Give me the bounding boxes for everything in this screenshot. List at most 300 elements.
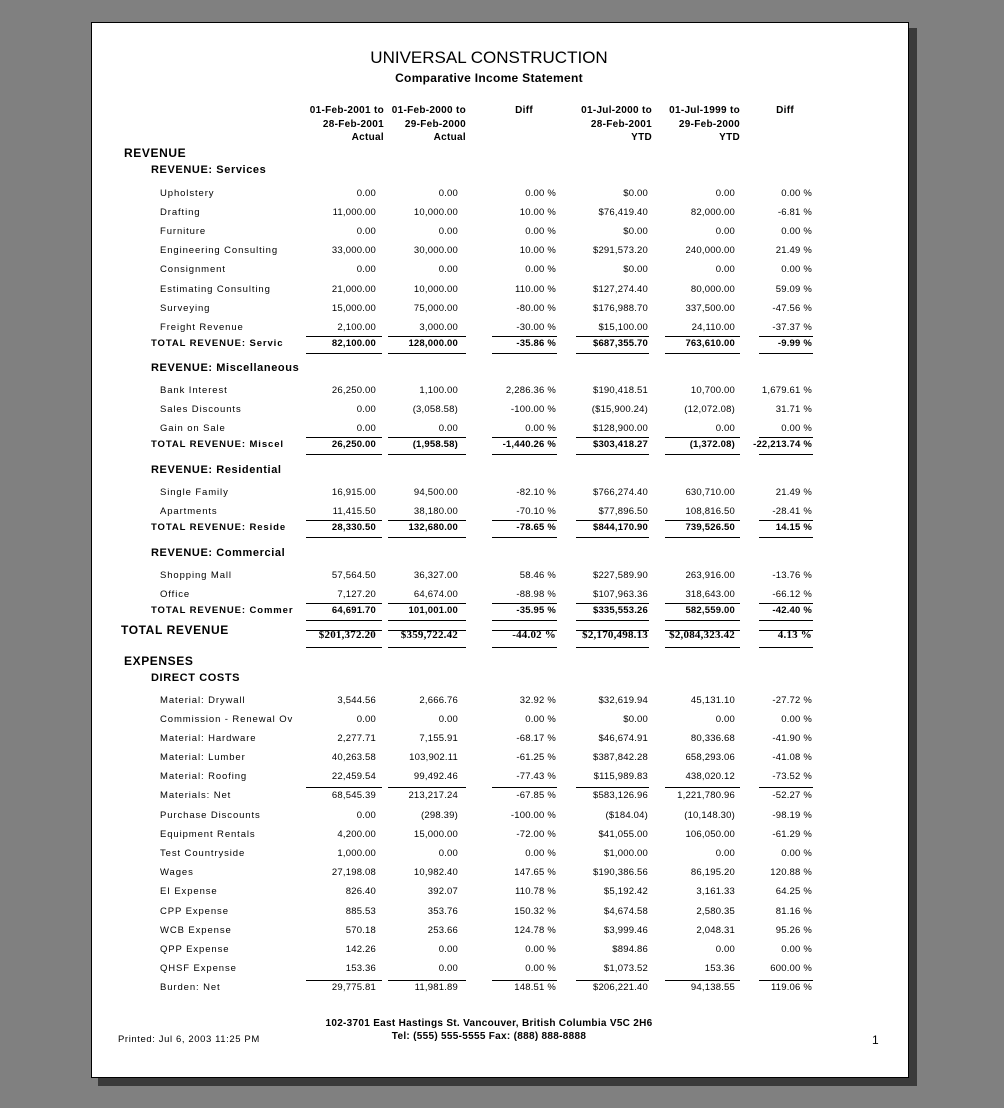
- row-label: Engineering Consulting: [160, 245, 279, 256]
- cell-col-6: 0.00 %: [781, 264, 812, 275]
- column-header-current-ytd: 01-Jul-2000 to 28-Feb-2001 YTD: [581, 105, 652, 143]
- line-item-row: [92, 752, 886, 768]
- rule-line: [306, 336, 382, 337]
- cell-col-5: 438,020.12: [685, 771, 735, 782]
- cell-col-6: 81.16 %: [775, 906, 812, 917]
- cell-col-3: -82.10 %: [516, 487, 556, 498]
- rule-line: [759, 537, 813, 538]
- group-revenue-commercial: REVENUE: Commercial: [151, 547, 286, 559]
- cell-col-1: 2,100.00: [337, 322, 376, 333]
- rule-line: [665, 620, 740, 621]
- cell-col-5: $2,084,323.42: [669, 629, 735, 641]
- cell-col-6: -28.41 %: [772, 506, 812, 517]
- row-label: Surveying: [160, 303, 211, 314]
- row-label: CPP Expense: [160, 906, 229, 917]
- cell-col-4: $0.00: [623, 264, 648, 275]
- rule-line: [306, 520, 382, 521]
- rule-line: [306, 353, 382, 354]
- rule-line: [492, 520, 557, 521]
- row-label: Material: Roofing: [160, 771, 248, 782]
- rule-line: [576, 787, 649, 788]
- rule-line: [665, 980, 740, 981]
- cell-col-3: -30.00 %: [516, 322, 556, 333]
- rule-line: [306, 980, 382, 981]
- rule-line: [576, 454, 649, 455]
- cell-col-1: 57,564.50: [331, 570, 376, 581]
- cell-col-2: (298.39): [421, 810, 458, 821]
- cell-col-3: 0.00 %: [525, 423, 556, 434]
- rule-line: [759, 620, 813, 621]
- rule-line: [492, 537, 557, 538]
- cell-col-3: 0.00 %: [525, 848, 556, 859]
- subtotal-row: [92, 522, 886, 538]
- cell-col-3: 0.00 %: [525, 944, 556, 955]
- cell-col-5: 337,500.00: [685, 303, 735, 314]
- line-item-row: [92, 867, 886, 883]
- cell-col-3: 148.51 %: [514, 982, 556, 993]
- rule-line: [759, 630, 813, 631]
- cell-col-4: $46,674.91: [598, 733, 648, 744]
- rule-line: [388, 603, 466, 604]
- row-label: QHSF Expense: [160, 963, 237, 974]
- cell-col-2: 128,000.00: [408, 338, 458, 349]
- line-item-row: [92, 771, 886, 787]
- cell-col-6: -42.40 %: [772, 605, 812, 616]
- row-label: WCB Expense: [160, 925, 232, 936]
- line-item-row: [92, 944, 886, 960]
- rule-line: [576, 620, 649, 621]
- cell-col-4: $5,192.42: [603, 886, 648, 897]
- cell-col-1: 0.00: [356, 423, 376, 434]
- cell-col-4: $3,999.46: [603, 925, 648, 936]
- rule-line: [306, 454, 382, 455]
- rule-line: [576, 647, 649, 648]
- rule-line: [388, 537, 466, 538]
- rule-line: [665, 437, 740, 438]
- row-label: Shopping Mall: [160, 570, 232, 581]
- cell-col-2: 0.00: [438, 226, 458, 237]
- cell-col-1: 0.00: [356, 264, 376, 275]
- cell-col-6: 0.00 %: [781, 714, 812, 725]
- cell-col-3: -35.95 %: [516, 605, 556, 616]
- cell-col-6: 0.00 %: [781, 423, 812, 434]
- cell-col-5: 630,710.00: [685, 487, 735, 498]
- cell-col-4: $4,674.58: [603, 906, 648, 917]
- cell-col-4: $15,100.00: [598, 322, 648, 333]
- line-item-row: [92, 385, 886, 401]
- cell-col-3: -67.85 %: [516, 790, 556, 801]
- rule-line: [388, 520, 466, 521]
- rule-line: [388, 980, 466, 981]
- cell-col-4: $176,988.70: [592, 303, 648, 314]
- report-title: Comparative Income Statement: [395, 71, 583, 85]
- row-label: Freight Revenue: [160, 322, 244, 333]
- cell-col-4: $41,055.00: [598, 829, 648, 840]
- cell-col-5: 153.36: [704, 963, 735, 974]
- line-item-row: [92, 570, 886, 586]
- line-item-row: [92, 963, 886, 979]
- cell-col-1: 3,544.56: [337, 695, 376, 706]
- cell-col-5: 106,050.00: [685, 829, 735, 840]
- rule-line: [306, 630, 382, 631]
- cell-col-6: -22,213.74 %: [753, 439, 812, 450]
- rule-line: [665, 353, 740, 354]
- rule-line: [388, 620, 466, 621]
- cell-col-3: -68.17 %: [516, 733, 556, 744]
- cell-col-2: 15,000.00: [413, 829, 458, 840]
- rule-line: [388, 336, 466, 337]
- cell-col-2: 7,155.91: [419, 733, 458, 744]
- row-label: Estimating Consulting: [160, 284, 271, 295]
- line-item-row: [92, 733, 886, 749]
- rule-line: [665, 647, 740, 648]
- row-label: Material: Drywall: [160, 695, 246, 706]
- cell-col-3: 124.78 %: [514, 925, 556, 936]
- cell-col-4: $1,073.52: [603, 963, 648, 974]
- cell-col-1: 0.00: [356, 404, 376, 415]
- cell-col-2: 1,100.00: [419, 385, 458, 396]
- row-label: TOTAL REVENUE: Miscel: [151, 439, 284, 450]
- row-label: TOTAL REVENUE: [121, 623, 229, 637]
- rule-line: [306, 437, 382, 438]
- cell-col-1: 7,127.20: [337, 589, 376, 600]
- rule-line: [576, 603, 649, 604]
- cell-col-3: -100.00 %: [510, 404, 556, 415]
- cell-col-4: $107,963.36: [592, 589, 648, 600]
- cell-col-5: 658,293.06: [685, 752, 735, 763]
- rule-line: [759, 603, 813, 604]
- cell-col-5: 10,700.00: [690, 385, 735, 396]
- cell-col-5: 0.00: [715, 423, 735, 434]
- rule-line: [492, 353, 557, 354]
- section-revenue: REVENUE: [124, 146, 187, 160]
- cell-col-5: 82,000.00: [690, 207, 735, 218]
- cell-col-1: 570.18: [345, 925, 376, 936]
- rule-line: [665, 520, 740, 521]
- cell-col-2: 0.00: [438, 423, 458, 434]
- cell-col-1: 68,545.39: [331, 790, 376, 801]
- cell-col-4: $1,000.00: [603, 848, 648, 859]
- cell-col-2: 64,674.00: [413, 589, 458, 600]
- cell-col-2: 75,000.00: [413, 303, 458, 314]
- cell-col-4: $77,896.50: [598, 506, 648, 517]
- row-label: TOTAL REVENUE: Servic: [151, 338, 284, 349]
- cell-col-6: 95.26 %: [775, 925, 812, 936]
- cell-col-2: 94,500.00: [413, 487, 458, 498]
- cell-col-6: -6.81 %: [777, 207, 812, 218]
- line-item-row: [92, 226, 886, 242]
- cell-col-4: $766,274.40: [592, 487, 648, 498]
- cell-col-3: -61.25 %: [516, 752, 556, 763]
- row-label: Burden: Net: [160, 982, 221, 993]
- rule-line: [492, 787, 557, 788]
- cell-col-1: 16,915.00: [331, 487, 376, 498]
- rule-line: [492, 336, 557, 337]
- group-revenue-services: REVENUE: Services: [151, 164, 267, 176]
- cell-col-2: 253.66: [427, 925, 458, 936]
- section-expenses: EXPENSES: [124, 654, 194, 668]
- cell-col-6: 4.13 %: [777, 629, 812, 641]
- cell-col-6: 0.00 %: [781, 944, 812, 955]
- report-page: [91, 22, 909, 1078]
- row-label: EI Expense: [160, 886, 218, 897]
- cell-col-1: $201,372.20: [318, 629, 376, 641]
- cell-col-1: 142.26: [345, 944, 376, 955]
- row-label: Commission - Renewal Ov: [160, 714, 294, 725]
- cell-col-5: 1,221,780.96: [677, 790, 735, 801]
- cell-col-5: 739,526.50: [685, 522, 735, 533]
- cell-col-3: -100.00 %: [510, 810, 556, 821]
- cell-col-3: 0.00 %: [525, 264, 556, 275]
- cell-col-5: 263,916.00: [685, 570, 735, 581]
- cell-col-3: -35.86 %: [516, 338, 556, 349]
- cell-col-6: -13.76 %: [772, 570, 812, 581]
- cell-col-3: 32.92 %: [519, 695, 556, 706]
- line-item-row: [92, 404, 886, 420]
- cell-col-5: 763,610.00: [685, 338, 735, 349]
- cell-col-4: $844,170.90: [592, 522, 648, 533]
- rule-line: [759, 647, 813, 648]
- cell-col-1: 28,330.50: [331, 522, 376, 533]
- row-label: TOTAL REVENUE: Commer: [151, 605, 294, 616]
- row-label: Drafting: [160, 207, 201, 218]
- cell-col-3: -80.00 %: [516, 303, 556, 314]
- cell-col-2: 0.00: [438, 714, 458, 725]
- cell-col-4: $2,170,498.13: [582, 629, 648, 641]
- row-label: QPP Expense: [160, 944, 230, 955]
- rule-line: [759, 787, 813, 788]
- cell-col-1: 0.00: [356, 714, 376, 725]
- cell-col-4: $0.00: [623, 188, 648, 199]
- cell-col-4: $190,386.56: [592, 867, 648, 878]
- row-label: Wages: [160, 867, 194, 878]
- rule-line: [759, 353, 813, 354]
- cell-col-4: $76,419.40: [598, 207, 648, 218]
- line-item-row: [92, 188, 886, 204]
- cell-col-3: 147.65 %: [514, 867, 556, 878]
- cell-col-1: 26,250.00: [331, 439, 376, 450]
- line-item-row: [92, 810, 886, 826]
- cell-col-5: 86,195.20: [690, 867, 735, 878]
- rule-line: [576, 336, 649, 337]
- cell-col-1: 2,277.71: [337, 733, 376, 744]
- rule-line: [492, 620, 557, 621]
- cell-col-6: 64.25 %: [775, 886, 812, 897]
- cell-col-2: 10,000.00: [413, 207, 458, 218]
- cell-col-2: 392.07: [427, 886, 458, 897]
- cell-col-5: 582,559.00: [685, 605, 735, 616]
- footer-contact: Tel: (555) 555-5555 Fax: (888) 888-8888: [391, 1031, 587, 1042]
- row-label: Purchase Discounts: [160, 810, 261, 821]
- cell-col-1: 26,250.00: [331, 385, 376, 396]
- cell-col-4: ($15,900.24): [591, 404, 648, 415]
- cell-col-2: 10,982.40: [413, 867, 458, 878]
- cell-col-3: 2,286.36 %: [505, 385, 556, 396]
- rule-line: [759, 520, 813, 521]
- rule-line: [576, 353, 649, 354]
- rule-line: [306, 603, 382, 604]
- cell-col-5: (1,372.08): [689, 439, 735, 450]
- cell-col-5: 240,000.00: [685, 245, 735, 256]
- cell-col-2: $359,722.42: [400, 629, 458, 641]
- cell-col-1: 22,459.54: [331, 771, 376, 782]
- cell-col-1: 15,000.00: [331, 303, 376, 314]
- rule-line: [665, 787, 740, 788]
- cell-col-2: 99,492.46: [413, 771, 458, 782]
- cell-col-6: -61.29 %: [772, 829, 812, 840]
- cell-col-2: 132,680.00: [408, 522, 458, 533]
- cell-col-4: $687,355.70: [592, 338, 648, 349]
- row-label: Office: [160, 589, 191, 600]
- cell-col-3: 0.00 %: [525, 963, 556, 974]
- cell-col-3: 0.00 %: [525, 188, 556, 199]
- cell-col-2: 0.00: [438, 944, 458, 955]
- row-label: Materials: Net: [160, 790, 232, 801]
- rule-line: [492, 647, 557, 648]
- cell-col-3: 110.00 %: [514, 284, 556, 295]
- rule-line: [576, 437, 649, 438]
- row-label: Test Countryside: [160, 848, 246, 859]
- cell-col-6: 0.00 %: [781, 188, 812, 199]
- cell-col-6: 600.00 %: [770, 963, 812, 974]
- cell-col-1: 826.40: [345, 886, 376, 897]
- line-item-row: [92, 982, 886, 998]
- row-label: Bank Interest: [160, 385, 228, 396]
- cell-col-1: 33,000.00: [331, 245, 376, 256]
- cell-col-5: 0.00: [715, 188, 735, 199]
- cell-col-6: -98.19 %: [772, 810, 812, 821]
- cell-col-2: 30,000.00: [413, 245, 458, 256]
- cell-col-2: 3,000.00: [419, 322, 458, 333]
- cell-col-6: 119.06 %: [770, 982, 812, 993]
- row-label: TOTAL REVENUE: Reside: [151, 522, 287, 533]
- cell-col-5: 0.00: [715, 848, 735, 859]
- cell-col-5: 2,580.35: [696, 906, 735, 917]
- line-item-row: [92, 848, 886, 864]
- rule-line: [665, 537, 740, 538]
- cell-col-1: 29,775.81: [331, 982, 376, 993]
- printed-timestamp: Printed: Jul 6, 2003 11:25 PM: [118, 1034, 260, 1045]
- cell-col-1: 11,415.50: [332, 506, 376, 517]
- column-header-current-period: 01-Feb-2001 to 28-Feb-2001 Actual: [309, 105, 384, 143]
- cell-col-1: 0.00: [356, 226, 376, 237]
- line-item-row: [92, 886, 886, 902]
- rule-line: [759, 336, 813, 337]
- row-label: Equipment Rentals: [160, 829, 256, 840]
- rule-line: [388, 437, 466, 438]
- rule-line: [388, 454, 466, 455]
- rule-line: [665, 454, 740, 455]
- column-header-prior-ytd: 01-Jul-1999 to 29-Feb-2000 YTD: [669, 105, 740, 143]
- cell-col-5: (10,148.30): [684, 810, 735, 821]
- cell-col-6: -41.90 %: [772, 733, 812, 744]
- line-item-row: [92, 284, 886, 300]
- cell-col-6: -37.37 %: [772, 322, 812, 333]
- cell-col-6: -9.99 %: [777, 338, 812, 349]
- cell-col-3: -1,440.26 %: [502, 439, 556, 450]
- rule-line: [492, 437, 557, 438]
- cell-col-6: 0.00 %: [781, 226, 812, 237]
- cell-col-1: 0.00: [356, 188, 376, 199]
- cell-col-5: 0.00: [715, 714, 735, 725]
- cell-col-2: 0.00: [438, 264, 458, 275]
- rule-line: [306, 787, 382, 788]
- cell-col-2: 0.00: [438, 963, 458, 974]
- cell-col-3: -70.10 %: [516, 506, 556, 517]
- cell-col-3: -77.43 %: [516, 771, 556, 782]
- line-item-row: [92, 264, 886, 280]
- subtotal-row: [92, 605, 886, 621]
- cell-col-3: 150.32 %: [514, 906, 556, 917]
- cell-col-4: $387,842.28: [592, 752, 648, 763]
- line-item-row: [92, 207, 886, 223]
- cell-col-5: 0.00: [715, 264, 735, 275]
- cell-col-6: 59.09 %: [775, 284, 812, 295]
- row-label: Gain on Sale: [160, 423, 226, 434]
- rule-line: [576, 980, 649, 981]
- rule-line: [306, 537, 382, 538]
- cell-col-2: 38,180.00: [413, 506, 458, 517]
- cell-col-1: 82,100.00: [331, 338, 376, 349]
- line-item-row: [92, 487, 886, 503]
- cell-col-1: 11,000.00: [332, 207, 376, 218]
- company-name: UNIVERSAL CONSTRUCTION: [370, 48, 608, 67]
- cell-col-4: $335,553.26: [592, 605, 648, 616]
- cell-col-3: -44.02 %: [512, 629, 556, 641]
- rule-line: [388, 647, 466, 648]
- line-item-row: [92, 303, 886, 319]
- cell-col-4: $303,418.27: [592, 439, 648, 450]
- group-direct-costs: DIRECT COSTS: [151, 672, 241, 684]
- cell-col-4: $291,573.20: [592, 245, 648, 256]
- footer-address: 102-3701 East Hastings St. Vancouver, British Columbia V5C 2H6: [325, 1018, 653, 1029]
- cell-col-1: 64,691.70: [331, 605, 376, 616]
- cell-col-6: 120.88 %: [770, 867, 812, 878]
- rule-line: [576, 630, 649, 631]
- rule-line: [306, 647, 382, 648]
- cell-col-3: 58.46 %: [519, 570, 556, 581]
- line-item-row: [92, 695, 886, 711]
- rule-line: [388, 630, 466, 631]
- cell-col-2: 0.00: [438, 188, 458, 199]
- grand-total-row: [92, 623, 886, 645]
- row-label: Material: Lumber: [160, 752, 246, 763]
- cell-col-6: 31.71 %: [775, 404, 812, 415]
- cell-col-4: $115,989.83: [593, 771, 648, 782]
- cell-col-2: (3,058.58): [412, 404, 458, 415]
- cell-col-3: -78.65 %: [516, 522, 556, 533]
- line-item-row: [92, 829, 886, 845]
- rule-line: [576, 520, 649, 521]
- cell-col-2: 10,000.00: [413, 284, 458, 295]
- rule-line: [492, 603, 557, 604]
- cell-col-1: 4,200.00: [337, 829, 376, 840]
- cell-col-5: 3,161.33: [696, 886, 735, 897]
- cell-col-5: 80,000.00: [690, 284, 735, 295]
- cell-col-4: $32,619.94: [598, 695, 648, 706]
- cell-col-2: 36,327.00: [413, 570, 458, 581]
- cell-col-5: 0.00: [715, 944, 735, 955]
- line-item-row: [92, 714, 886, 730]
- row-label: Apartments: [160, 506, 218, 517]
- cell-col-2: 103,902.11: [409, 752, 458, 763]
- row-label: Consignment: [160, 264, 226, 275]
- cell-col-4: $0.00: [623, 226, 648, 237]
- page-number: 1: [872, 1033, 879, 1047]
- cell-col-3: 10.00 %: [519, 245, 556, 256]
- rule-line: [388, 353, 466, 354]
- rule-line: [306, 620, 382, 621]
